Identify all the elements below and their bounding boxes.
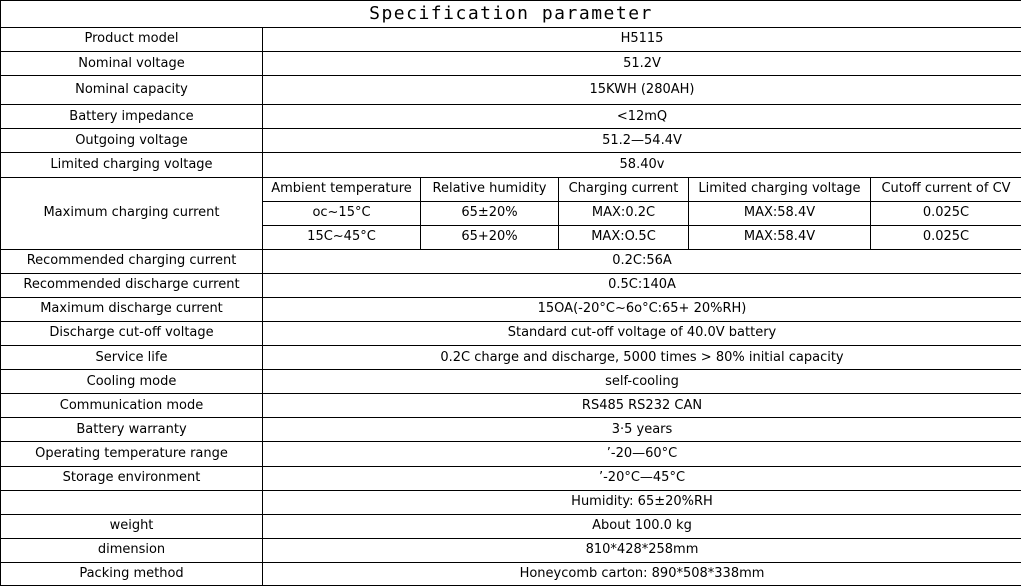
row-value: About 100.0 kg <box>263 514 1021 538</box>
table-row <box>1 394 1021 418</box>
row-value: RS485 RS232 CAN <box>263 394 1021 418</box>
row-value: 15OA(-20°C~6o°C:65+ 20%RH) <box>263 297 1021 321</box>
row-value: Honeycomb carton: 890*508*338mm <box>263 562 1021 585</box>
table-row <box>1 273 1021 297</box>
subtable-header: Limited charging voltage <box>689 177 871 201</box>
table-row <box>1 466 1021 490</box>
subtable-cell: oc~15°C <box>263 201 421 225</box>
row-label: Communication mode <box>1 394 263 418</box>
subtable-header: Ambient temperature <box>263 177 421 201</box>
table-row <box>1 249 1021 273</box>
row-value: 51.2—54.4V <box>263 129 1021 153</box>
table-row <box>1 346 1021 370</box>
row-label: dimension <box>1 538 263 562</box>
subtable-cell: 0.025C <box>871 201 1021 225</box>
table-row <box>1 370 1021 394</box>
subtable-cell: 65±20% <box>421 201 559 225</box>
row-label: Storage environment <box>1 466 263 490</box>
table-row <box>1 442 1021 466</box>
row-label: Limited charging voltage <box>1 153 263 177</box>
subtable-header: Relative humidity <box>421 177 559 201</box>
row-label: Recommended discharge current <box>1 273 263 297</box>
table-row <box>1 177 1021 201</box>
row-label: Packing method <box>1 562 263 585</box>
row-value: Humidity: 65±20%RH <box>263 490 1021 514</box>
subtable-cell: 15C~45°C <box>263 225 421 249</box>
table-row <box>1 514 1021 538</box>
table-row <box>1 76 1021 105</box>
table-row <box>1 105 1021 129</box>
row-label: weight <box>1 514 263 538</box>
table-row <box>1 418 1021 442</box>
row-value: 3·5 years <box>263 418 1021 442</box>
row-label: Maximum charging current <box>1 177 263 249</box>
row-value: self-cooling <box>263 370 1021 394</box>
subtable-cell: 65+20% <box>421 225 559 249</box>
table-row <box>1 297 1021 321</box>
table-row <box>1 490 1021 514</box>
row-value: 0.2C charge and discharge, 5000 times > 80% initial capacity <box>263 346 1021 370</box>
title-row <box>1 1 1021 28</box>
table-row <box>1 129 1021 153</box>
table-row <box>1 153 1021 177</box>
table-row <box>1 28 1021 52</box>
subtable-cell: MAX:0.2C <box>559 201 689 225</box>
row-value: ’-20°C—45°C <box>263 466 1021 490</box>
row-label: Nominal voltage <box>1 52 263 76</box>
row-label: Battery impedance <box>1 105 263 129</box>
subtable-cell: MAX:O.5C <box>559 225 689 249</box>
row-value: Standard cut-off voltage of 40.0V battery <box>263 322 1021 346</box>
subtable-header: Charging current <box>559 177 689 201</box>
row-value: 51.2V <box>263 52 1021 76</box>
table-title: Specification parameter <box>1 1 1021 28</box>
table-row <box>1 562 1021 585</box>
row-value: 15KWH (280AH) <box>263 76 1021 105</box>
table-row <box>1 52 1021 76</box>
row-label: Battery warranty <box>1 418 263 442</box>
row-label: Product model <box>1 28 263 52</box>
row-value: 0.2C:56A <box>263 249 1021 273</box>
row-label: Discharge cut-off voltage <box>1 322 263 346</box>
row-label: Outgoing voltage <box>1 129 263 153</box>
row-label: Recommended charging current <box>1 249 263 273</box>
row-value: 58.40v <box>263 153 1021 177</box>
subtable-cell: MAX:58.4V <box>689 225 871 249</box>
row-label: Cooling mode <box>1 370 263 394</box>
row-label: Service life <box>1 346 263 370</box>
row-label: Operating temperature range <box>1 442 263 466</box>
table-row <box>1 322 1021 346</box>
row-value: <12mQ <box>263 105 1021 129</box>
subtable-cell: MAX:58.4V <box>689 201 871 225</box>
row-label-empty <box>1 490 263 514</box>
row-value: ’-20—60°C <box>263 442 1021 466</box>
table-row <box>1 538 1021 562</box>
row-value: 0.5C:140A <box>263 273 1021 297</box>
row-value: 810*428*258mm <box>263 538 1021 562</box>
row-label: Nominal capacity <box>1 76 263 105</box>
row-label: Maximum discharge current <box>1 297 263 321</box>
subtable-header: Cutoff current of CV <box>871 177 1021 201</box>
subtable-cell: 0.025C <box>871 225 1021 249</box>
row-value: H5115 <box>263 28 1021 52</box>
